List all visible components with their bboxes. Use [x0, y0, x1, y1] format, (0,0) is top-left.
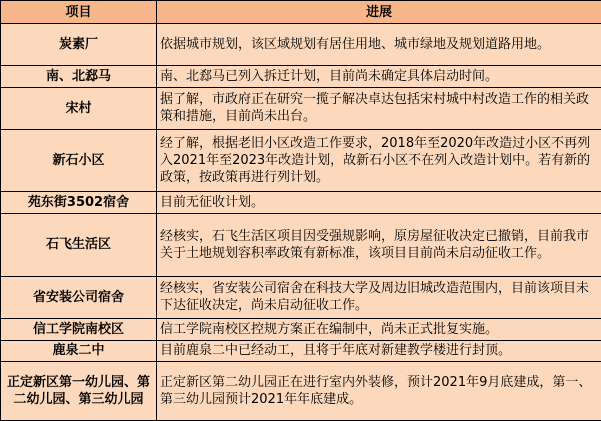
project-name: 炭素厂 [1, 24, 157, 66]
progress-text: 经了解，根据老旧小区改造工作要求，2018年至2020年改造过小区不再列入2021年至2023年改造计划，故新石小区不在列入改造计划中。若有新的政策，按政策再进行列计划。 [157, 129, 601, 192]
table-row [1, 318, 601, 340]
project-name: 鹿泉二中 [1, 340, 157, 362]
progress-text: 目前无征收计划。 [157, 192, 601, 214]
table-row [1, 276, 601, 318]
table-row [1, 24, 601, 66]
table-row [1, 362, 601, 421]
table-row [1, 65, 601, 87]
progress-text: 正定新区第二幼儿园正在进行室内外装修，预计2021年9月底建成，第一、第三幼儿园预计2021年年底建成。 [157, 362, 601, 421]
table-row [1, 129, 601, 192]
table-row [1, 192, 601, 214]
project-name: 省安装公司宿舍 [1, 276, 157, 318]
project-name: 正定新区第一幼儿园、第二幼儿园、第三幼儿园 [1, 362, 157, 421]
table-row [1, 214, 601, 277]
progress-text: 据了解，市政府正在研究一揽子解决卓达包括宋村城中村改造工作的相关政策和措施，目前尚未出台。 [157, 87, 601, 129]
progress-text: 经核实，省安装公司宿舍在科技大学及周边旧城改造范围内，目前该项目未下达征收决定，尚未启动征收工作。 [157, 276, 601, 318]
project-name: 宋村 [1, 87, 157, 129]
project-name: 南、北郄马 [1, 65, 157, 87]
project-name: 信工学院南校区 [1, 318, 157, 340]
progress-text: 信工学院南校区控规方案正在编制中，尚未正式批复实施。 [157, 318, 601, 340]
header-progress: 进展 [157, 1, 601, 24]
table-row [1, 87, 601, 129]
project-name: 新石小区 [1, 129, 157, 192]
progress-text: 经核实，石飞生活区项目因受强规影响，原房屋征收决定已撤销，目前我市关于土地规划容积率政策有新标准，该项目目前尚未启动征收工作。 [157, 214, 601, 277]
project-name: 石飞生活区 [1, 214, 157, 277]
project-name: 苑东街3502宿舍 [1, 192, 157, 214]
progress-text: 目前鹿泉二中已经动工，且将于年底对新建教学楼进行封顶。 [157, 340, 601, 362]
progress-text: 南、北郄马已列入拆迁计划，目前尚未确定具体启动时间。 [157, 65, 601, 87]
table-row [1, 340, 601, 362]
header-row [1, 1, 601, 24]
header-project: 项目 [1, 1, 157, 24]
progress-text: 依据城市规划，该区域规划有居住用地、城市绿地及规划道路用地。 [157, 24, 601, 66]
